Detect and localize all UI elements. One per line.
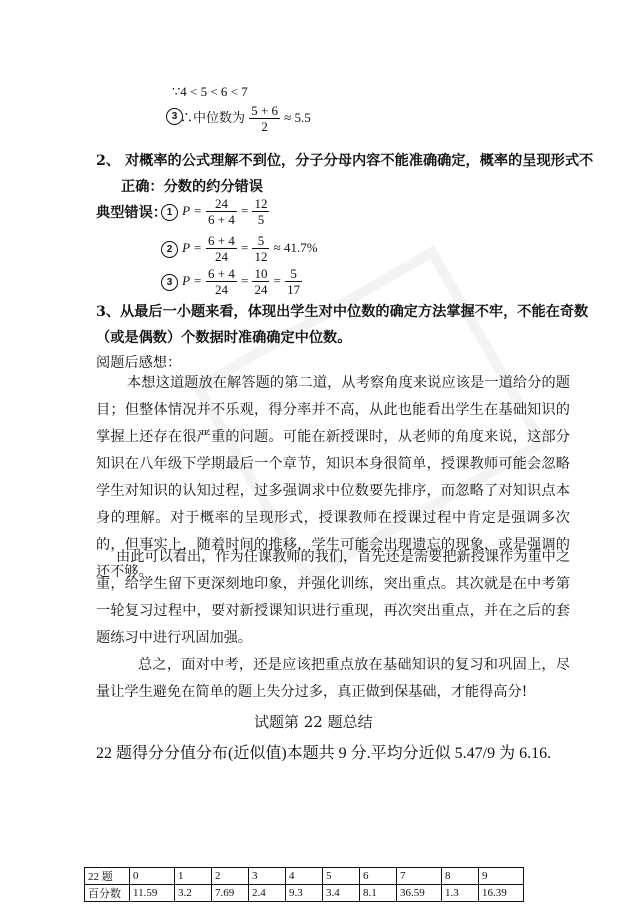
error-2: 2 P = $\frac{6 + 4}{24}$ = $\frac{5}{12}$ ≈ 41.7% xyxy=(161,233,318,264)
table-cell: 9.3 xyxy=(286,885,323,902)
table-cell: 1.3 xyxy=(442,885,479,902)
table-cell: 8.1 xyxy=(360,885,397,902)
paragraph-2: 由此可以看出，作为任课教师的我们，首先还是需要把新授课作为重中之重，给学生留下更深刻地印象，并强化训练，突出重点。其次就是在中考第一轮复习过程中，要对新授课知识进行重现，再次突出重点，并在之后的套题练习中进行巩固加强。 xyxy=(96,549,571,646)
point-2-line-2: 正确：分数的约分错误 xyxy=(121,179,263,195)
afterword-heading: 阅题后感想： xyxy=(96,355,182,371)
table-cell: 百分数 xyxy=(85,885,130,902)
score-distribution-table xyxy=(84,867,524,902)
fraction: $\frac{5}{12}$ xyxy=(254,233,268,264)
table-cell: 11.59 xyxy=(130,885,175,902)
point-3-line-2: （或是偶数）个数据时准确确定中位数。 xyxy=(96,330,352,346)
table-cell: 6 xyxy=(360,868,397,885)
table-cell: 16.39 xyxy=(479,885,524,902)
circle-number: 3 xyxy=(161,274,178,291)
median-formula xyxy=(180,103,311,134)
point-2-line-1: 2、 对概率的公式理解不到位，分子分母内容不能准确确定，概率的呈现形式不 xyxy=(96,153,594,169)
fraction: $\frac{6 + 4}{24}$ xyxy=(208,266,235,297)
median-fraction: $\frac{5 + 6}{2}$ xyxy=(251,103,278,134)
table-cell: 8 xyxy=(442,868,479,885)
fraction: $\frac{10}{24}$ xyxy=(254,266,268,297)
fraction: $\frac{5}{17}$ xyxy=(287,266,301,297)
table-cell: 9 xyxy=(479,868,524,885)
circle-number: 2 xyxy=(161,241,178,258)
table-cell: 22 题 xyxy=(85,868,130,885)
circle-number: 3 xyxy=(166,108,183,125)
table-cell: 5 xyxy=(323,868,360,885)
table-cell: 36.59 xyxy=(397,885,442,902)
median-result: ≈ 5.5 xyxy=(284,110,311,125)
circle-number: 1 xyxy=(161,204,178,221)
table-cell: 7 xyxy=(397,868,442,885)
table-cell: 3.4 xyxy=(323,885,360,902)
table-cell: 2 xyxy=(212,868,249,885)
table-cell: 1 xyxy=(175,868,212,885)
table-cell: 0 xyxy=(130,868,175,885)
table-cell: 3 xyxy=(249,868,286,885)
median-prefix: ∴中位数为 xyxy=(180,111,246,126)
error-3: 3 P = $\frac{6 + 4}{24}$ = $\frac{10}{24}$ = $\frac{5}{17}$ xyxy=(161,266,302,297)
table-cell: 2.4 xyxy=(249,885,286,902)
score-summary: 22 题得分分值分布(近似值)本题共 9 分.平均分近似 5.47/9 为 6.16. xyxy=(96,745,552,762)
typical-errors-label: 典型错误： xyxy=(96,205,167,221)
table-cell: 3.2 xyxy=(175,885,212,902)
fraction: $\frac{12}{5}$ xyxy=(254,196,268,227)
table-row xyxy=(85,885,524,902)
table-row xyxy=(85,868,524,885)
paragraph-1: 本想这道题放在解答题的第二道，从考察角度来说应该是一道给分的题目；但整体情况并不乐观，得分率并不高，从此也能看出学生在基础知识的掌握上还存在很严重的问题。可能在新授课时，从老师的角度来说，这部分知识在八年级下学期最后一个章节，知识本身很简单，授课教师可能会忽略学生对知识的认知过程，过多强调求中位数要先排序，而忽略了对知识点本身的理解。对于概率的呈现形式，授课教师在授课过程中肯定是强调多次的，但事实上，随着时间的推移，学生可能会出现遗忘的现象，或是强调的还不够。 xyxy=(96,375,570,580)
section-title: 试题第 22 题总结 xyxy=(254,713,373,731)
table-cell: 7.69 xyxy=(212,885,249,902)
inequality-line: ∵4 < 5 < 6 < 7 xyxy=(172,84,248,99)
point-3-line-1: 3、从最后一小题来看，体现出学生对中位数的确定方法掌握不牢，不能在奇数 xyxy=(96,304,589,320)
error-1: 1 P = $\frac{24}{6 + 4}$ = $\frac{12}{5}$ xyxy=(161,196,269,227)
table-cell: 4 xyxy=(286,868,323,885)
fraction: $\frac{24}{6 + 4}$ xyxy=(208,196,235,227)
fraction: $\frac{6 + 4}{24}$ xyxy=(208,233,235,264)
paragraph-3: 总之，面对中考，还是应该把重点放在基础知识的复习和巩固上，尽量让学生避免在简单的题上失分过多，真正做到保基础，才能得高分! xyxy=(96,657,570,700)
